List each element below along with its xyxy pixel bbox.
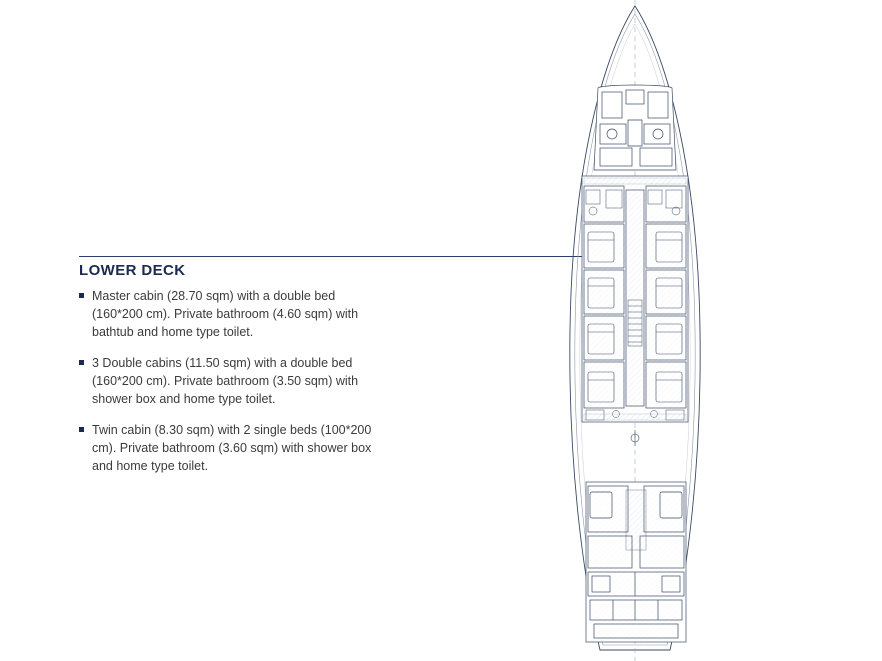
list-item: 3 Double cabins (11.50 sqm) with a double bed (160*200 cm). Private bathroom (3.50 sqm) with shower box and home type toilet.	[79, 354, 379, 408]
callout-list	[79, 287, 379, 475]
list-item: Master cabin (28.70 sqm) with a double bed (160*200 cm). Private bathroom (4.60 sqm) with bathtub and home type toilet.	[79, 287, 379, 341]
yacht-deck-plan	[540, 0, 740, 661]
page-title: LOWER DECK	[79, 262, 186, 279]
lower-deck-callout	[79, 262, 379, 488]
list-item: Twin cabin (8.30 sqm) with 2 single beds (100*200 cm). Private bathroom (3.60 sqm) with shower box and home type toilet.	[79, 421, 379, 475]
